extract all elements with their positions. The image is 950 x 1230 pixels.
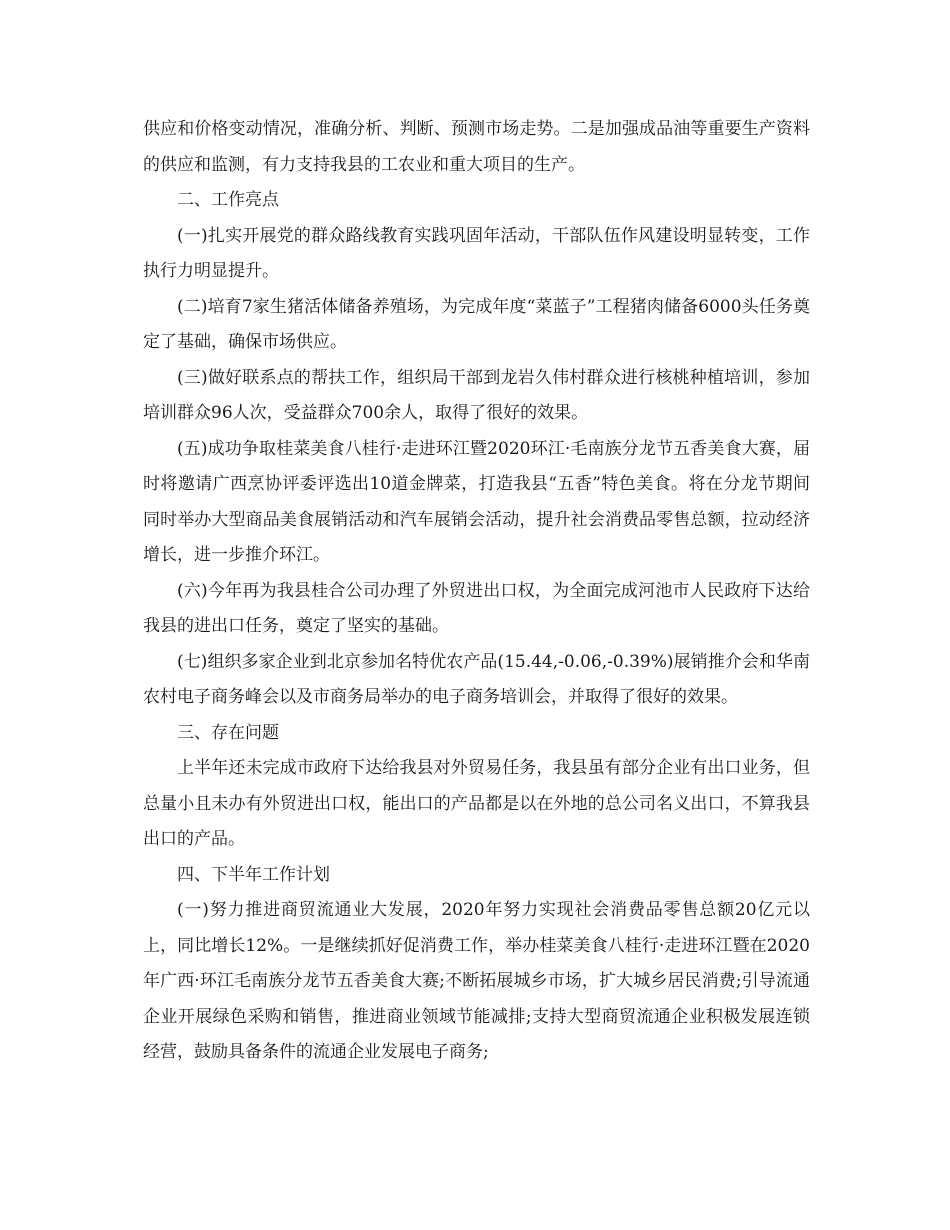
paragraph-highlight-6: (六)今年再为我县桂合公司办理了外贸进出口权，为全面完成河池市人民政府下达给我县的进出口任务，奠定了坚实的基础。 xyxy=(143,580,810,636)
paragraph-highlight-3: (三)做好联系点的帮扶工作，组织局干部到龙岩久伟村群众进行核桃种植培训，参加培训群众96人次，受益群众700余人，取得了很好的效果。 xyxy=(143,367,810,423)
paragraph-problems: 上半年还未完成市政府下达给我县对外贸易任务，我县虽有部分企业有出口业务，但总量小且未办有外贸进出口权，能出口的产品都是以在外地的总公司名义出口，不算我县出口的产品。 xyxy=(143,758,810,849)
section-heading-highlights: 二、工作亮点 xyxy=(177,190,279,210)
paragraph-highlight-5: (五)成功争取桂菜美食八桂行·走进环江暨2020环江·毛南族分龙节五香美食大赛，届时将邀请广西烹协评委评选出10道金牌菜，打造我县“五香”特色美食。将在分龙节期间同时举办大型商品美食展销活动和汽车展销会活动，提升社会消费品零售总额，拉动经济增长，进一步推介环江。 xyxy=(143,438,810,565)
section-heading-plan: 四、下半年工作计划 xyxy=(177,864,330,885)
paragraph-highlight-2: (二)培育7家生猪活体储备养殖场，为完成年度“菜蓝子”工程猪肉储备6000头任务奠定了基础，确保市场供应。 xyxy=(143,296,810,352)
document-body xyxy=(143,112,810,1071)
section-heading-problems: 三、存在问题 xyxy=(177,722,279,743)
paragraph-highlight-1: (一)扎实开展党的群众路线教育实践巩固年活动，干部队伍作风建设明显转变，工作执行力明显提升。 xyxy=(143,225,810,281)
paragraph-highlight-7: (七)组织多家企业到北京参加名特优农产品(15.44,-0.06,-0.39%)展销推介会和华南农村电子商务峰会以及市商务局举办的电子商务培训会，并取得了很好的效果。 xyxy=(143,651,810,707)
paragraph-continuation: 供应和价格变动情况，准确分析、判断、预测市场走势。二是加强成品油等重要生产资料的供应和监测，有力支持我县的工农业和重大项目的生产。 xyxy=(143,119,810,175)
paragraph-plan-1: (一)努力推进商贸流通业大发展，2020年努力实现社会消费品零售总额20亿元以上，同比增长12%。一是继续抓好促消费工作，举办桂菜美食八桂行·走进环江暨在2020年广西·环江毛南族分龙节五香美食大赛;不断拓展城乡市场，扩大城乡居民消费;引导流通企业开展绿色采购和销售，推进商业领域节能减排;支持大型商贸流通企业积极发展连锁经营，鼓励具备条件的流通企业发展电子商务; xyxy=(143,900,810,1062)
